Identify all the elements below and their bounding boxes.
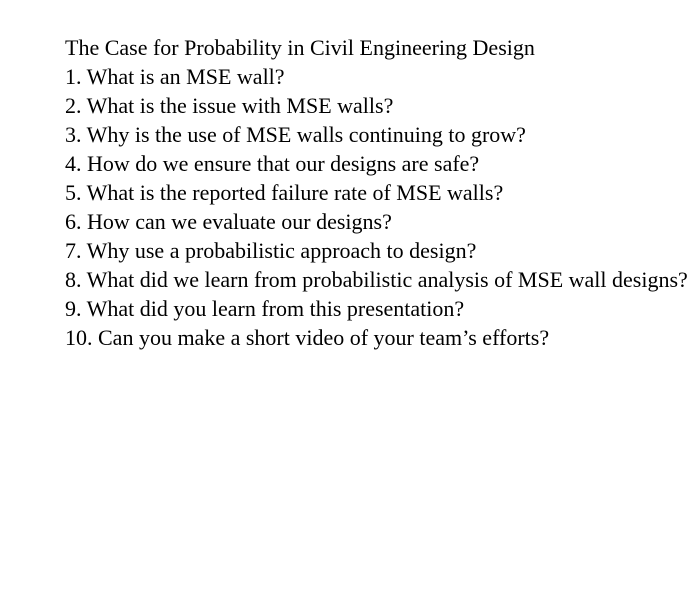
question-list	[65, 62, 690, 352]
question-item-8: 8. What did we learn from probabilistic analysis of MSE wall designs?	[65, 267, 688, 292]
document-title: The Case for Probability in Civil Engineering Design	[65, 35, 535, 60]
question-item-5: 5. What is the reported failure rate of MSE walls?	[65, 180, 504, 205]
question-item-10: 10. Can you make a short video of your team’s efforts?	[65, 325, 550, 350]
question-item-6: 6. How can we evaluate our designs?	[65, 209, 392, 234]
question-item-1: 1. What is an MSE wall?	[65, 64, 285, 89]
question-item-9: 9. What did you learn from this presentation?	[65, 296, 465, 321]
document-body	[65, 33, 690, 352]
question-item-4: 4. How do we ensure that our designs are safe?	[65, 151, 480, 176]
question-item-7: 7. Why use a probabilistic approach to design?	[65, 238, 477, 263]
question-item-3: 3. Why is the use of MSE walls continuing to grow?	[65, 122, 526, 147]
question-item-2: 2. What is the issue with MSE walls?	[65, 93, 394, 118]
